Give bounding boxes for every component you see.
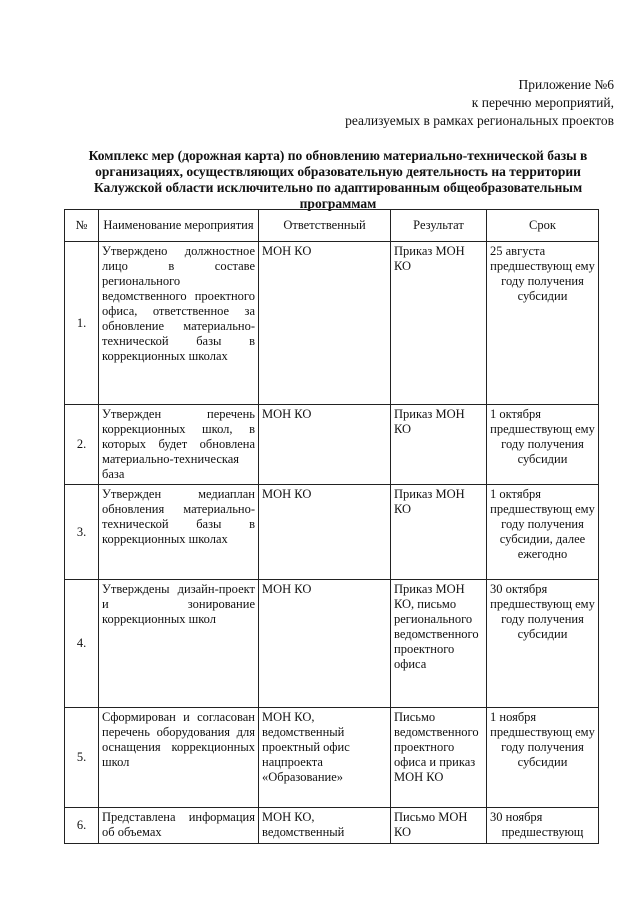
- row-name: Сформирован и согласован перечень оборудования для оснащения коррекционных школ: [99, 708, 259, 808]
- row-num: 1.: [65, 242, 99, 405]
- row-result: Приказ МОН КО: [391, 405, 487, 485]
- deadline-note: предшествующ: [501, 825, 584, 839]
- row-name: Утвержден медиаплан обновления материально-технической базы в коррекционных школах: [99, 485, 259, 580]
- deadline-date: 25 августа: [490, 244, 546, 258]
- deadline-date: 1 октября: [490, 487, 541, 501]
- appendix-note: [274, 76, 614, 130]
- table-row: [65, 808, 599, 844]
- appendix-line-2: к перечню мероприятий,: [471, 95, 614, 110]
- row-num: 5.: [65, 708, 99, 808]
- row-deadline: [487, 405, 599, 485]
- header-result: Результат: [391, 210, 487, 242]
- table-row: [65, 242, 599, 405]
- deadline-note: предшествующ ему году получения субсидии: [490, 725, 595, 769]
- row-responsible: МОН КО: [259, 485, 391, 580]
- row-result: Приказ МОН КО: [391, 485, 487, 580]
- row-responsible: МОН КО, ведомственный проектный офис нацпроекта «Образование»: [259, 708, 391, 808]
- row-deadline: [487, 808, 599, 844]
- deadline-note: предшествующ ему году получения субсидии, далее ежегодно: [490, 502, 595, 561]
- deadline-date: 30 ноября: [490, 810, 543, 824]
- table-row: [65, 405, 599, 485]
- table-header-row: [65, 210, 599, 242]
- document-title: Комплекс мер (дорожная карта) по обновлению материально-технической базы в организациях, осуществляющих образовательную деятельность на территории Калужской области исключительно по адаптированным общеобразовательным программам: [88, 148, 588, 211]
- header-responsible: Ответственный: [259, 210, 391, 242]
- row-result: Приказ МОН КО: [391, 242, 487, 405]
- row-result: Приказ МОН КО, письмо регионального ведомственного проектного офиса: [391, 580, 487, 708]
- row-result: Письмо МОН КО: [391, 808, 487, 844]
- deadline-note: предшествующ ему году получения субсидии: [490, 259, 595, 303]
- header-num: №: [65, 210, 99, 242]
- table-row: [65, 708, 599, 808]
- row-num: 6.: [65, 808, 99, 844]
- row-responsible: МОН КО, ведомственный: [259, 808, 391, 844]
- row-num: 2.: [65, 405, 99, 485]
- row-num: 4.: [65, 580, 99, 708]
- deadline-date: 1 ноября: [490, 710, 537, 724]
- deadline-note: предшествующ ему году получения субсидии: [490, 422, 595, 466]
- header-deadline: Срок: [487, 210, 599, 242]
- row-name: Утверждено должностное лицо в составе регионального ведомственного проектного офиса, ответственное за обновление материально-технической базы в коррекционных школах: [99, 242, 259, 405]
- row-deadline: [487, 485, 599, 580]
- header-name: Наименование мероприятия: [99, 210, 259, 242]
- row-name: Утвержден перечень коррекционных школ, в которых будет обновлена материально-техническая база: [99, 405, 259, 485]
- row-name: Утверждены дизайн-проект и зонирование коррекционных школ: [99, 580, 259, 708]
- deadline-date: 1 октября: [490, 407, 541, 421]
- row-name: Представлена информация об объемах: [99, 808, 259, 844]
- table-row: [65, 580, 599, 708]
- deadline-date: 30 октября: [490, 582, 548, 596]
- row-deadline: [487, 242, 599, 405]
- row-deadline: [487, 708, 599, 808]
- row-result: Письмо ведомственного проектного офиса и приказ МОН КО: [391, 708, 487, 808]
- row-responsible: МОН КО: [259, 405, 391, 485]
- roadmap-table: [64, 209, 599, 844]
- appendix-line-3: реализуемых в рамках региональных проектов: [345, 113, 614, 128]
- row-deadline: [487, 580, 599, 708]
- row-responsible: МОН КО: [259, 580, 391, 708]
- row-responsible: МОН КО: [259, 242, 391, 405]
- row-num: 3.: [65, 485, 99, 580]
- table-row: [65, 485, 599, 580]
- deadline-note: предшествующ ему году получения субсидии: [490, 597, 595, 641]
- appendix-line-1: Приложение №6: [518, 77, 614, 92]
